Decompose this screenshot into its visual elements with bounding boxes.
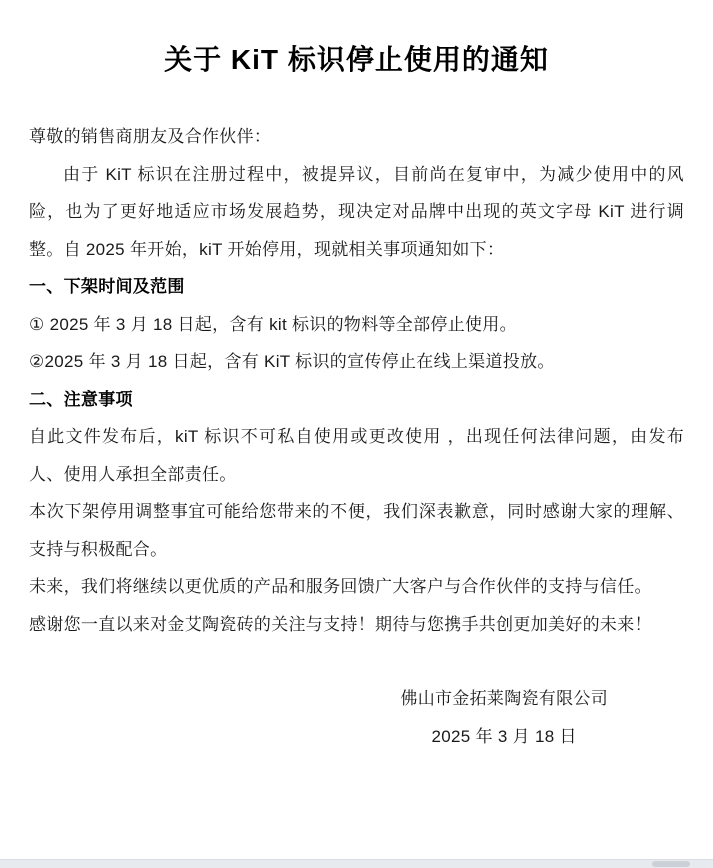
notice-item-1: ① 2025 年 3 月 18 日起，含有 kit 标识的物料等全部停止使用。	[29, 314, 517, 334]
section-heading-1: 一、下架时间及范围	[29, 277, 185, 296]
salutation: 尊敬的销售商朋友及合作伙伴：	[29, 127, 272, 146]
section-heading-2: 二、注意事项	[29, 389, 133, 409]
signature-date: 2025 年 3 月 18 日	[431, 727, 577, 746]
signature-block	[400, 680, 608, 756]
paragraph-intro: 由于 KiT 标识在注册过程中，被提异议，目前尚在复审中，为减少使用中的风险，也为了更好地适应市场发展趋势，现决定对品牌中出现的英文字母 KiT 进行调整。自 2025 年开始，kiT 开始停用，现就相关事项通知如下：	[29, 164, 684, 259]
signature-company: 佛山市金拓莱陶瓷有限公司	[400, 689, 608, 708]
horizontal-scrollbar[interactable]	[0, 859, 713, 868]
horizontal-scrollbar-thumb[interactable]	[652, 861, 690, 867]
paragraph-apology: 本次下架停用调整事宜可能给您带来的不便，我们深表歉意，同时感谢大家的理解、支持与积极配合。	[29, 502, 684, 559]
notice-item-2: ②2025 年 3 月 18 日起，含有 KiT 标识的宣传停止在线上渠道投放。	[29, 352, 555, 371]
paragraph-future: 未来，我们将继续以更优质的产品和服务回馈广大客户与合作伙伴的支持与信任。	[29, 577, 652, 596]
notice-title: 关于 KiT 标识停止使用的通知	[164, 44, 549, 75]
paragraph-thanks: 感谢您一直以来对金艾陶瓷砖的关注与支持！期待与您携手共创更加美好的未来！	[29, 614, 652, 634]
paragraph-legal: 自此文件发布后，kiT 标识不可私自使用或更改使用 ，出现任何法律问题，由发布人、使用人承担全部责任。	[29, 427, 684, 484]
